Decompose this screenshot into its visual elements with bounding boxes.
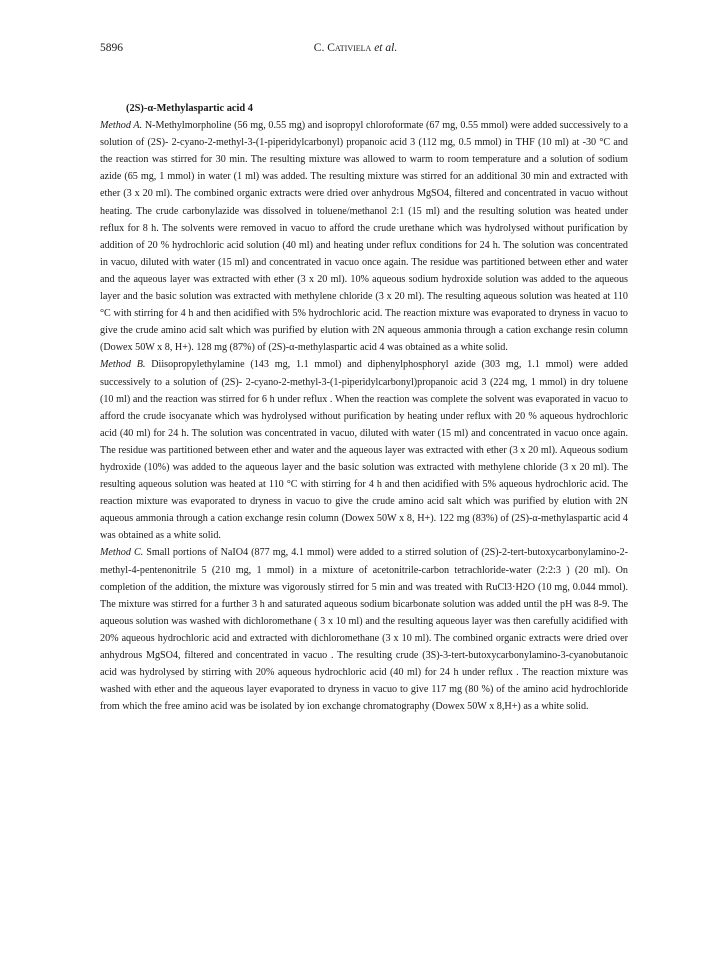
method-a-label: Method A. [100, 120, 143, 132]
method-c-text: Small portions of NaIO4 (877 mg, 4.1 mmol) were added to a stirred solution of (2S)-2-tert-butoxycarbonylamino-2-methyl-4-pentenonitrile 5 (210 mg, 1 mmol) in a mixture of acetonitrile-carbon tetrachloride-water (2:2:3 ) (20 ml). On completion of the addition, the mixture was vigorously stirred for 5 min and was treated with RuCl3·H2O (10 mg, 0.044 mmol). The mixture was stirred for a further 3 h and saturated aqueous sodium bicarbonate solution was added until the pH was 8-9. The aqueous solution was washed with dichloromethane ( 3 x 10 ml) and the resulting aqueous layer was then carefully acidified with 20% aqueous hydrochloric acid and extracted with dichloromethane (3 x 10 ml). The combined organic extracts were dried over anhydrous MgSO4, filtered and concentrated in vacuo . The resulting crude (3S)-3-tert-butoxycarbonylamino-3-cyanobutanoic acid was hydrolysed by stirring with 20% aqueous hydrochloric acid (40 ml) for 24 h under reflux . The reaction mixture was washed with ether and the aqueous layer evaporated to dryness in vacuo to give 117 mg (80 %) of the amino acid hydrochloride from which the free amino acid was be isolated by ion exchange chromatography (Dowex 50W x 8,H+) as a white solid. [100, 547, 629, 713]
author-lead: C. [313, 42, 328, 54]
author-tail: et al. [371, 42, 398, 54]
method-b-label: Method B. [100, 359, 146, 371]
method-c-paragraph [100, 544, 628, 715]
section-title: (2S)-α-Methylaspartic acid 4 [126, 103, 254, 114]
method-b-text: Diisopropylethylamine (143 mg, 1.1 mmol) and diphenylphosphoryl azide (303 mg, 1.1 mmol) were added successively to a solution of (2S)- 2-cyano-2-methyl-3-(1-piperidylcarbonyl)propanoic acid 3 (224 mg, 1 mmol) in dry toluene (10 ml) and the reaction was stirred for 6 h under reflux . When the reaction was complete the solvent was evaporated in vacuo to afford the crude isocyanate which was hydrolysed without purification by heating under reflux with 20 % aqueous hydrochloric acid (40 ml) for 24 h. The solution was concentrated in vacuo, diluted with water (15 ml) and concentrated in vacuo once again. The residue was partitioned between ether and water and the aqueous layer was extracted with ether (3 x 20 ml). Aqueous sodium hydroxide (10%) was added to the aqueous layer and the basic solution was extracted with methylene chloride (3 x 20 ml). The resulting aqueous solution was heated at 110 °C with stirring for 4 h and then acidified with 5% aqueous hydrochloric acid. The reaction mixture was evaporated to dryness in vacuo to give the crude amino acid salt which was purified by elution with 2N aqueous ammonia through a cation exchange resin column (Dowex 50W x 8, H+). 122 mg (83%) of (2S)-α-methylaspartic acid 4 was obtained as a white solid. [100, 359, 628, 542]
page-header [0, 42, 711, 62]
author-name: Cativiela [327, 42, 372, 54]
article-body [100, 100, 628, 715]
page-number: 5896 [100, 42, 123, 54]
method-a-paragraph [100, 117, 628, 356]
method-b-paragraph [100, 356, 628, 544]
method-a-text: N-Methylmorpholine (56 mg, 0.55 mg) and isopropyl chloroformate (67 mg, 0.55 mmol) were added successively to a solution of (2S)- 2-cyano-2-methyl-3-(1-piperidylcarbonyl) propanoic acid 3 (112 mg, 0.5 mmol) in THF (10 ml) at -30 °C and the reaction was stirred for 30 min. The resulting mixture was allowed to warm to room temperature and a solution of sodium azide (65 mg, 1 mmol) in water (1 ml) was added. The resulting mixture was stirred for an additional 30 min and extracted with ether (3 x 20 ml). The combined organic extracts were dried over anhydrous MgSO4, filtered and concentrated in vacuo without heating. The crude carbonylazide was dissolved in toluene/methanol 2:1 (15 ml) and the resulting solution was heated under reflux for 8 h. The solvents were removed in vacuo to afford the crude urethane which was hydrolysed without purification by addition of 20 % hydrochloric acid solution (40 ml) and heating under reflux conditions for 24 h. The solution was concentrated in vacuo, diluted with water (15 ml) and concentrated in vacuo once again. The residue was partitioned between ether and water and the aqueous layer was extracted with ether (3 x 20 ml). 10% aqueous sodium hydroxide solution was added to the aqueous layer and the basic solution was extracted with methylene chloride (3 x 20 ml). The resulting aqueous solution was heated at 110 °C with stirring for 4 h and then acidified with 5% hydrochloric acid. The reaction mixture was evaporated to dryness in vacuo to give the crude amino acid salt which was purified by elution with 2N aqueous ammonia through a cation exchange resin column (Dowex 50W x 8, H+). 128 mg (87%) of (2S)-α-methylaspartic acid 4 was obtained as a white solid. [100, 120, 628, 354]
method-c-label: Method C. [100, 547, 144, 559]
running-head [0, 42, 711, 54]
